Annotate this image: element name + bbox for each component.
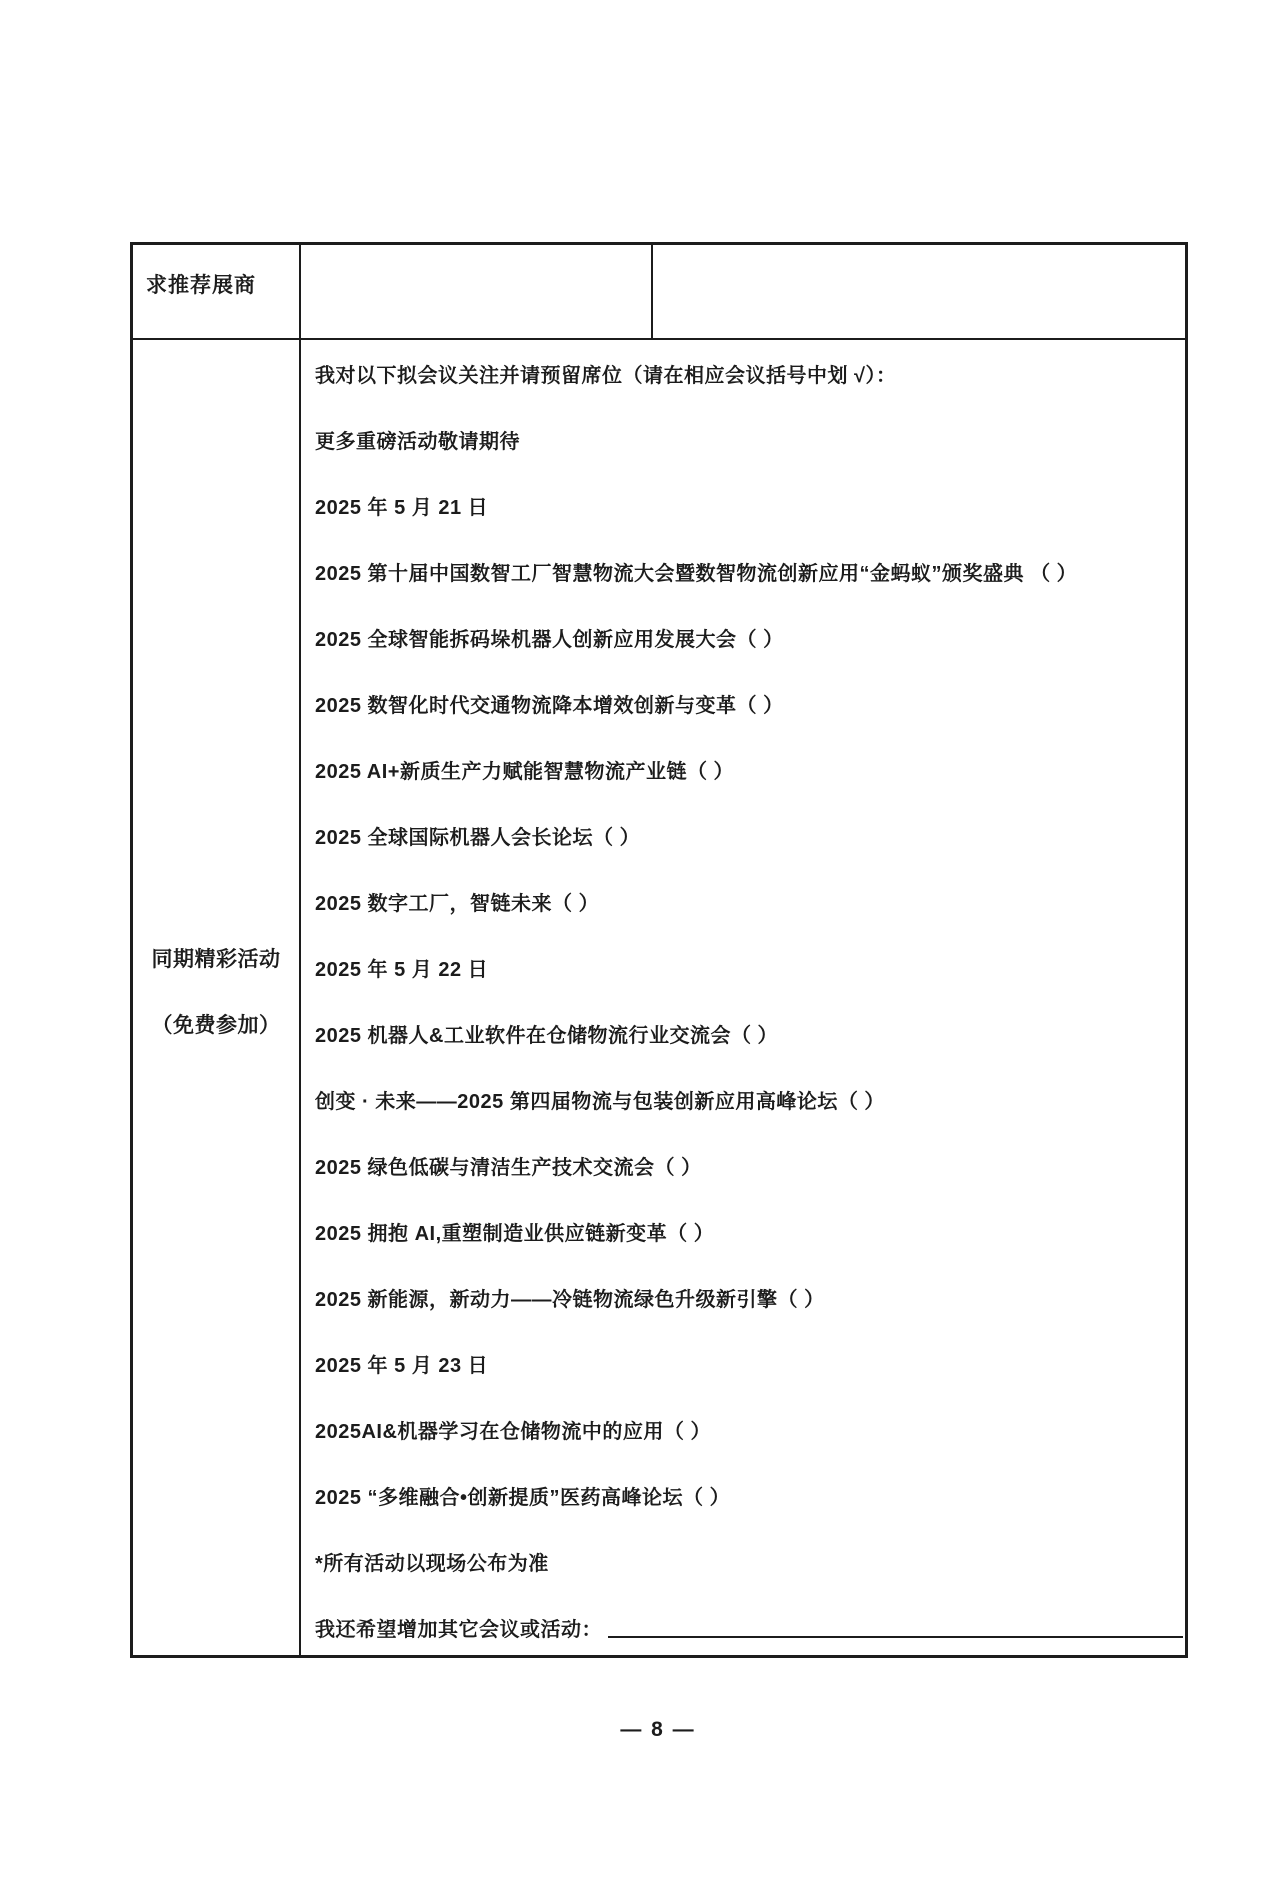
activity-line xyxy=(315,1066,1185,1132)
activity-line xyxy=(315,604,1185,670)
activity-line-text: 2025 年 5 月 22 日 xyxy=(315,958,489,981)
recommend-exhibitor-label-cell xyxy=(133,245,301,338)
fill-in-blank-line xyxy=(608,1636,1183,1638)
recommend-exhibitor-row xyxy=(133,245,1185,340)
activity-line-text: 2025 第十届中国数智工厂智慧物流大会暨数智物流创新应用“金蚂蚁”颁奖盛典 （ ） xyxy=(315,562,1078,585)
activity-line xyxy=(315,1462,1185,1528)
activity-line-text: 创变 · 未来——2025 第四届物流与包装创新应用高峰论坛（ ） xyxy=(315,1090,885,1113)
activity-line-text: 2025 数字工厂，智链未来（ ） xyxy=(315,892,600,915)
activity-line xyxy=(315,1594,1185,1655)
activity-line-text: 更多重磅活动敬请期待 xyxy=(315,430,520,453)
concurrent-activities-label: 同期精彩活动 xyxy=(151,948,281,971)
free-participation-label: （免费参加） xyxy=(151,1014,281,1037)
recommend-exhibitor-label: 求推荐展商 xyxy=(146,274,256,297)
activity-line xyxy=(315,538,1185,604)
activity-line-text: 2025 AI+新质生产力赋能智慧物流产业链（ ） xyxy=(315,760,735,783)
activity-line-text: 2025 “多维融合•创新提质”医药高峰论坛（ ） xyxy=(315,1486,731,1509)
activity-line-text: 2025 全球国际机器人会长论坛（ ） xyxy=(315,826,641,849)
activity-line-text: 2025 新能源，新动力——冷链物流绿色升级新引擎（ ） xyxy=(315,1288,825,1311)
recommend-exhibitor-blank-cell-1 xyxy=(301,245,653,338)
activity-line-text: 2025 年 5 月 21 日 xyxy=(315,496,489,519)
activity-line xyxy=(315,1528,1185,1594)
activity-line xyxy=(315,670,1185,736)
activity-line-text: 2025 全球智能拆码垛机器人创新应用发展大会（ ） xyxy=(315,628,784,651)
activity-line-text: 2025 年 5 月 23 日 xyxy=(315,1354,489,1377)
activity-line xyxy=(315,340,1185,406)
activity-line-text: 2025 拥抱 AI,重塑制造业供应链新变革（ ） xyxy=(315,1222,715,1245)
activity-line-text: *所有活动以现场公布为准 xyxy=(315,1552,549,1575)
activity-line xyxy=(315,1000,1185,1066)
activity-line-text: 2025 机器人&工业软件在仓储物流行业交流会（ ） xyxy=(315,1024,779,1047)
activity-line xyxy=(315,472,1185,538)
page-number: — 8 — xyxy=(620,1718,696,1741)
activity-line xyxy=(315,802,1185,868)
activity-line xyxy=(315,1132,1185,1198)
registration-form-table xyxy=(130,242,1188,1658)
activity-line xyxy=(315,406,1185,472)
concurrent-activities-label-cell xyxy=(133,340,301,1655)
activity-list xyxy=(301,340,1185,1655)
activity-line-text: 2025 绿色低碳与清洁生产技术交流会（ ） xyxy=(315,1156,702,1179)
page-footer xyxy=(36,1718,1280,1742)
activity-line xyxy=(315,1330,1185,1396)
activity-line xyxy=(315,736,1185,802)
recommend-exhibitor-blank-cell-2 xyxy=(653,245,1185,338)
activity-line-text: 2025AI&机器学习在仓储物流中的应用（ ） xyxy=(315,1420,711,1443)
activity-line-text: 我对以下拟会议关注并请预留席位（请在相应会议括号中划 √）： xyxy=(315,364,897,387)
activity-line-text: 我还希望增加其它会议或活动： xyxy=(315,1618,602,1641)
activity-line xyxy=(315,1396,1185,1462)
activity-line xyxy=(315,868,1185,934)
activity-line xyxy=(315,1198,1185,1264)
activity-line-text: 2025 数智化时代交通物流降本增效创新与变革（ ） xyxy=(315,694,784,717)
activity-line xyxy=(315,934,1185,1000)
activity-line xyxy=(315,1264,1185,1330)
concurrent-activities-row xyxy=(133,340,1185,1655)
